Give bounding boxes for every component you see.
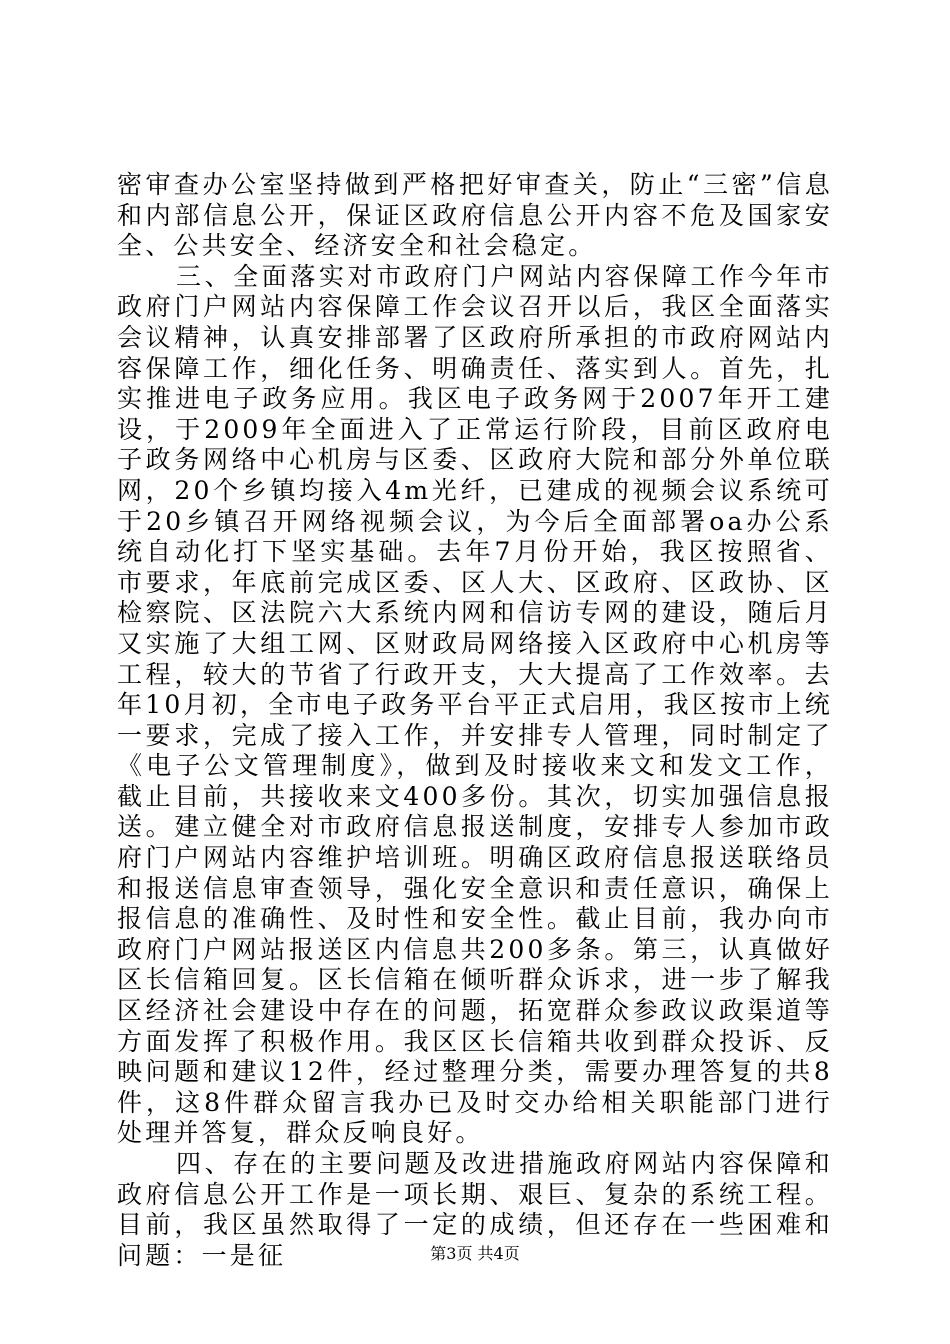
paragraph-section-four: 四、存在的主要问题及改进措施政府网站内容保障和政府信息公开工作是一项长期、艰巨、复杂的系统工程。目前，我区虽然取得了一定的成绩，但还存在一些困难和问题：一是征 <box>117 1149 833 1270</box>
paragraph-section-three: 三、全面落实对市政府门户网站内容保障工作今年市政府门户网站内容保障工作会议召开以后，我区全面落实会议精神，认真安排部署了区政府所承担的市政府网站内容保障工作，细化任务、明确责任、落实到人。首先，扎实推进电子政务应用。我区电子政务网于2007年开工建设，于2009年全面进入了正常运行阶段，目前区政府电子政务网络中心机房与区委、区政府大院和部分外单位联网，20个乡镇均接入4m光纤，已建成的视频会议系统可于20乡镇召开网络视频会议，为今后全面部署oa办公系统自动化打下坚实基础。去年7月份开始，我区按照省、市要求，年底前完成区委、区人大、区政府、区政协、区检察院、区法院六大系统内网和信访专网的建设，随后月又实施了大组工网、区财政局网络接入区政府中心机房等工程，较大的节省了行政开支，大大提高了工作效率。去年10月初，全市电子政务平台平正式启用，我区按市上统一要求，完成了接入工作，并安排专人管理，同时制定了《电子公文管理制度》，做到及时接收来文和发文工作，截止目前，共接收来文400多份。其次，切实加强信息报送。建立健全对市政府信息报送制度，安排专人参加市政府门户网站内容维护培训班。明确区政府信息报送联络员和报送信息审查领导，强化安全意识和责任意识，确保上报信息的准确性、及时性和安全性。截止目前，我办向市政府门户网站报送区内信息共200多条。第三，认真做好区长信箱回复。区长信箱在倾听群众诉求，进一步了解我区经济社会建设中存在的问题，拓宽群众参政议政渠道等方面发挥了积极作用。我区区长信箱共收到群众投诉、反映问题和建议12件，经过整理分类，需要办理答复的共8件，这8件群众留言我办已及时交办给相关职能部门进行处理并答复，群众反响良好。 <box>117 261 833 1148</box>
page-footer: 第3页 共4页 <box>430 1244 520 1263</box>
document-body <box>117 170 833 1271</box>
paragraph-continuation: 密审查办公室坚持做到严格把好审查关，防止“三密”信息和内部信息公开，保证区政府信息公开内容不危及国家安全、公共安全、经济安全和社会稳定。 <box>117 170 833 261</box>
